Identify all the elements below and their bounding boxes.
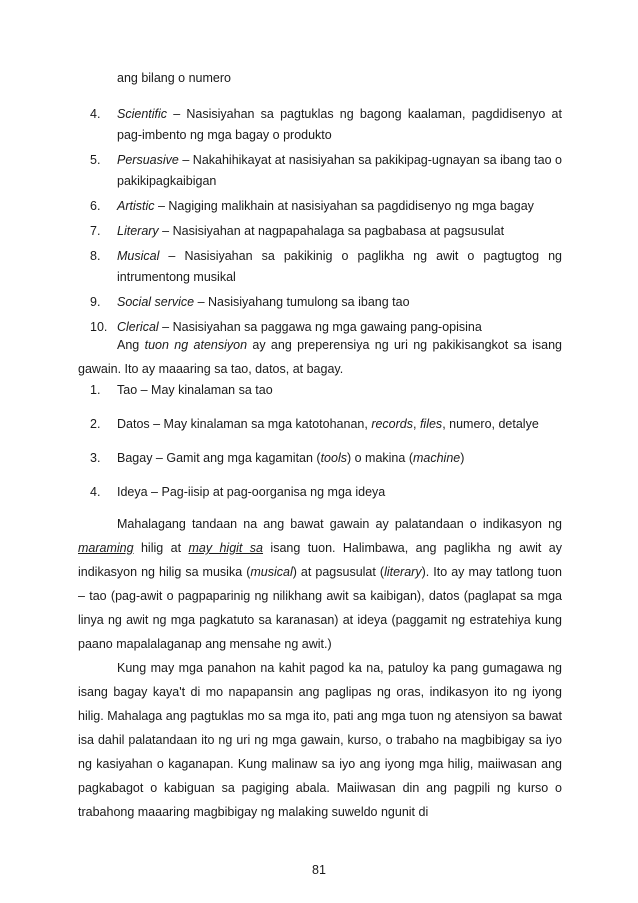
item-desc: – Nasisiyahan sa pagtuklas ng bagong kaalaman, pagdidisenyo at pag-imbento ng mga bagay o produkto (117, 107, 562, 142)
list-item (90, 196, 562, 217)
page-number: 81 (312, 863, 326, 877)
item-term: Musical (117, 249, 160, 263)
item-number: 8. (90, 249, 101, 263)
list-item: 3. Bagay – Gamit ang mga kagamitan (tools) o makina (machine) (90, 448, 562, 469)
item-desc: – Nasisiyahang tumulong sa ibang tao (194, 295, 410, 309)
body-paragraph: Mahalagang tandaan na ang bawat gawain ay palatandaan o indikasyon ng maraming hilig at may higit sa isang tuon. Halimbawa, ang paglikha ng awit ay indikasyon ng hilig sa musika (musical) at pagsusulat (literary). Ito ay may tatlong tuon – tao (pag-awit o pagpaparinig ng nilikhang awit sa kaibigan), datos (paglapat sa mga linya ng awit ng mga pagkatuto sa karanasan) at ideya (paggamit ng estratehiya kung paano mapalalaganap ang mensahe ng awit.) (78, 517, 562, 651)
item-desc: – Nakahihikayat at nasisiyahan sa pakikipag-ugnayan sa ibang tao o pakikipagkaibigan (117, 153, 562, 188)
item-number: 3. (90, 451, 101, 465)
item-desc: – Nasisiyahan sa paggawa ng mga gawaing pang-opisina (158, 320, 482, 334)
item-number: 2. (90, 417, 101, 431)
item-number: 4. (90, 485, 101, 499)
item-desc: – Nasisiyahan sa pakikinig o paglikha ng awit o pagtugtog ng intrumentong musikal (117, 249, 562, 284)
body-paragraph: Kung may mga panahon na kahit pagod ka na, patuloy ka pang gumagawa ng isang bagay kaya't di mo napapansin ang paglipas ng oras, indikasyon ito ng iyong hilig. Mahalaga ang pagtuklas mo sa mga ito, pati ang mga tuon ng atensiyon sa bawat isa dahil palatandaan ito ng uri ng mga gawain, kurso, o trabaho na magbibigay sa iyo ng kasiyahan o kaganapan. Kung malinaw sa iyo ang iyong mga hilig, maiiwasan ang pagkabagot o kabiguan sa pagiging abala. Maiiwasan din ang pagpili ng kurso o trabahong maaaring magbibigay ng malaking suweldo ngunit di (78, 661, 562, 819)
item-number: 4. (90, 107, 101, 121)
item-desc: – Nasisiyahan at nagpapahalaga sa pagbabasa at pagsusulat (158, 224, 505, 238)
list-continuation: ang bilang o numero (117, 71, 231, 85)
list-item (90, 150, 562, 192)
item-number: 1. (90, 383, 101, 397)
item-term: Scientific (117, 107, 168, 121)
item-term: Social service (117, 295, 195, 309)
item-term: Literary (117, 224, 159, 238)
item-term: Artistic (117, 199, 155, 213)
item-number: 6. (90, 199, 101, 213)
item-term: Clerical (117, 320, 159, 334)
item-number: 7. (90, 224, 101, 238)
list-item (90, 104, 562, 146)
item-desc: – Nagiging malikhain at nasisiyahan sa pagdidisenyo ng mga bagay (154, 199, 534, 213)
list-item (90, 246, 562, 288)
list-item: 1. Tao – May kinalaman sa tao (90, 380, 562, 401)
tuon-term: tuon ng atensiyon (144, 338, 248, 352)
list-item: 2. Datos – May kinalaman sa mga katotohanan, records, files, numero, detalye (90, 414, 562, 435)
item-term: Persuasive (117, 153, 179, 167)
interest-list (90, 104, 562, 342)
item-number: 10. (90, 320, 108, 334)
item-number: 9. (90, 295, 101, 309)
tuon-list (90, 380, 562, 516)
item-number: 5. (90, 153, 101, 167)
list-item: 4. Ideya – Pag-iisip at pag-oorganisa ng mga ideya (90, 482, 562, 503)
tuon-paragraph: Ang tuon ng atensiyon ay ang preperensiya ng uri ng pakikisangkot sa isang gawain. Ito ay maaaring sa tao, datos, at bagay. (78, 338, 562, 376)
list-item (90, 292, 562, 313)
list-item (90, 221, 562, 242)
